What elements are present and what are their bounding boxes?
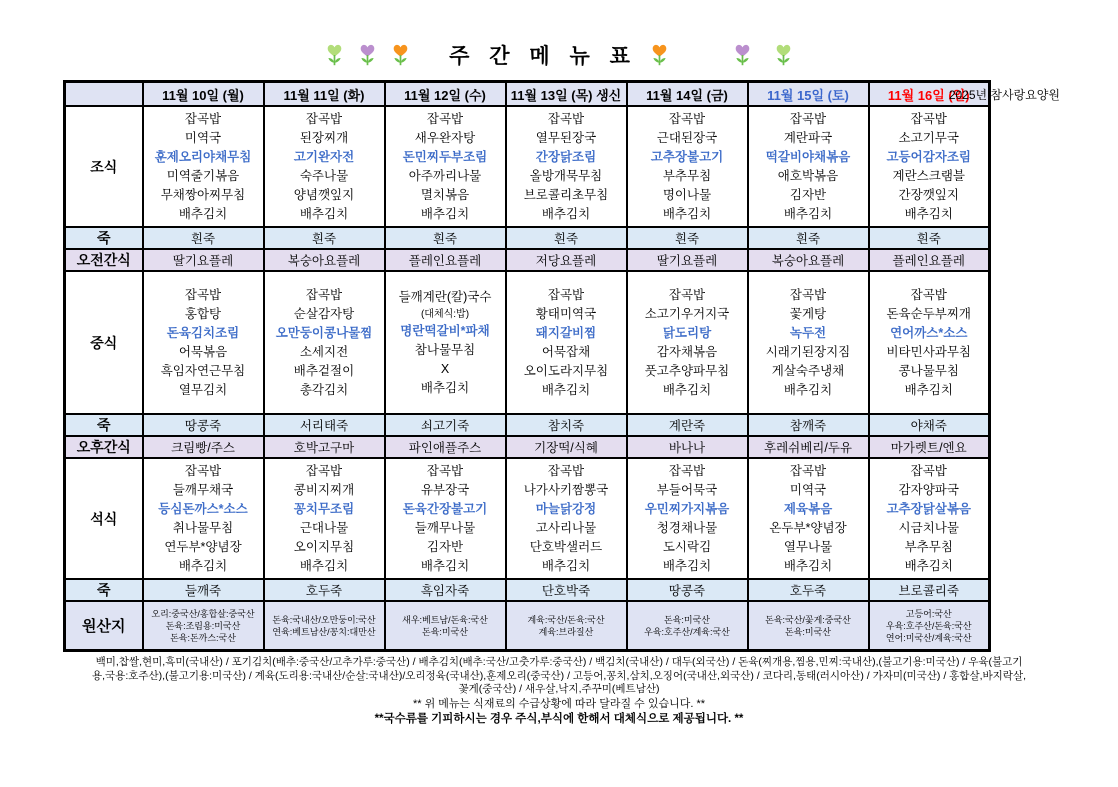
menu-item: 온두부*양념장 xyxy=(769,520,847,535)
snack-cell: 복숭아요플레 xyxy=(748,249,869,271)
menu-item: 잡곡밥 xyxy=(305,111,343,126)
menu-item: 돼지갈비찜 xyxy=(535,325,597,340)
menu-item: 배추김치 xyxy=(420,380,470,395)
menu-item: 올방개묵무침 xyxy=(529,168,603,183)
row-label: 죽 xyxy=(65,414,143,436)
meal-cell xyxy=(869,458,990,579)
menu-item: 시래기된장지짐 xyxy=(765,344,851,359)
menu-item: 잡곡밥 xyxy=(789,111,827,126)
snack-cell: 후레쉬베리/두유 xyxy=(748,436,869,458)
menu-item: 콩비지찌개 xyxy=(293,482,355,497)
snack-cell: 플레인요플레 xyxy=(385,249,506,271)
origin-cell xyxy=(627,601,748,651)
menu-item: X xyxy=(440,361,450,376)
meal-cell xyxy=(627,458,748,579)
footer-origin-line: 용,국용:호주산),(불고기용:미국산) / 계육(도리용:국내산/순살:국내산)/오리정육(국내산),훈제오리(중국산) / 고등어,꽁치,삼치,오징어(국내산,외국산) / 코다리,동태(러시아산) / 가자미(미국산) / 홍합살,바지락살, xyxy=(91,669,1027,682)
flowers-right xyxy=(734,43,792,67)
porridge-cell: 호두죽 xyxy=(264,579,385,601)
origin-cell xyxy=(869,601,990,651)
snack-cell: 딸기요플레 xyxy=(143,249,264,271)
menu-item: 연어까스*소스 xyxy=(890,325,968,340)
porridge-cell: 흑임자죽 xyxy=(385,579,506,601)
menu-item: 열무나물 xyxy=(783,539,833,554)
porridge-cell: 브로콜리죽 xyxy=(869,579,990,601)
meal-cell xyxy=(748,271,869,414)
meal-cell xyxy=(385,271,506,414)
menu-item: 고기완자전 xyxy=(293,149,355,164)
origin-cell xyxy=(385,601,506,651)
menu-item: 배추김치 xyxy=(904,558,953,573)
page-title: 주 간 메 뉴 표 xyxy=(449,45,637,68)
origin-line: 고등어:국산 xyxy=(905,608,952,619)
menu-item: 배추김치 xyxy=(662,382,712,397)
menu-item: 들깨무채국 xyxy=(172,482,234,497)
menu-item: 브로콜리초무침 xyxy=(523,187,609,202)
menu-item: 배추김치 xyxy=(420,206,470,221)
menu-item: 고추장닭살볶음 xyxy=(886,501,972,516)
origin-line: 돈육:돈까스:국산 xyxy=(170,632,236,643)
menu-item: 비타민사과무침 xyxy=(886,344,972,359)
menu-item: 풋고추양파무침 xyxy=(644,363,730,378)
day-header: 11월 16일 (일) xyxy=(869,82,990,107)
menu-item: 열무된장국 xyxy=(535,130,597,145)
menu-item: 김자반 xyxy=(789,187,827,202)
menu-item: 배추김치 xyxy=(783,382,833,397)
porridge-cell: 흰죽 xyxy=(869,227,990,249)
menu-item: 잡곡밥 xyxy=(426,463,464,478)
menu-item: 배추김치 xyxy=(904,382,953,397)
menu-item: 잡곡밥 xyxy=(547,287,585,302)
day-header: 11월 11일 (화) xyxy=(264,82,385,107)
menu-item: 소세지전 xyxy=(299,344,349,359)
row-label: 오후간식 xyxy=(65,436,143,458)
porridge-cell: 쇠고기죽 xyxy=(385,414,506,436)
menu-item: 계란스크램블 xyxy=(892,168,965,183)
green-flower-icon xyxy=(775,43,792,67)
footer-note: ** 위 메뉴는 식재료의 수급상황에 따라 달라질 수 있습니다. ** xyxy=(412,697,706,710)
menu-item: 오만둥이콩나물찜 xyxy=(275,325,373,340)
menu-item: 부들어묵국 xyxy=(656,482,718,497)
menu-item: 김자반 xyxy=(426,539,464,554)
org-name: 2025년 참사랑요양원 xyxy=(948,88,1060,102)
menu-item: 부추무침 xyxy=(662,168,712,183)
origin-line: 돈육:미국산 xyxy=(664,614,710,625)
meal-cell xyxy=(627,271,748,414)
menu-item: 잡곡밥 xyxy=(184,111,222,126)
menu-item: 새우완자탕 xyxy=(414,130,476,145)
menu-item: 마늘닭강정 xyxy=(535,501,597,516)
menu-item: 무채짱아찌무침 xyxy=(160,187,246,202)
menu-item: 연두부*양념장 xyxy=(164,539,242,554)
menu-item: 잡곡밥 xyxy=(305,463,343,478)
snack-cell: 저당요플레 xyxy=(506,249,627,271)
menu-item: 근대된장국 xyxy=(656,130,718,145)
snack-cell: 호박고구마 xyxy=(264,436,385,458)
flowers-after-title xyxy=(651,43,668,67)
menu-item: 잡곡밥 xyxy=(910,287,947,302)
porridge-cell: 호두죽 xyxy=(748,579,869,601)
footer xyxy=(0,656,1118,727)
origin-line: 돈육:조림용:미국산 xyxy=(165,620,241,631)
menu-item: 돈육간장불고기 xyxy=(402,501,488,516)
row-label: 죽 xyxy=(65,227,143,249)
orange-flower-icon xyxy=(392,43,409,67)
porridge-cell: 야채죽 xyxy=(869,414,990,436)
snack-cell: 크림빵/주스 xyxy=(143,436,264,458)
origin-line: 연어:미국산/계육:국산 xyxy=(885,632,972,643)
menu-item: 나가사키짬뽕국 xyxy=(523,482,609,497)
day-header: 11월 14일 (금) xyxy=(627,82,748,107)
meal-cell xyxy=(385,458,506,579)
menu-item: 배추김치 xyxy=(420,558,470,573)
menu-item: 잡곡밥 xyxy=(789,463,827,478)
origin-line: 우육:호주산/돈육:국산 xyxy=(885,620,972,631)
origin-line: 오리:중국산/홍합살:중국산 xyxy=(151,608,255,619)
orange-flower-icon xyxy=(651,43,668,67)
menu-item: 황태미역국 xyxy=(535,306,597,321)
menu-item: 배추김치 xyxy=(904,206,953,221)
menu-item: 멸치볶음 xyxy=(420,187,470,202)
menu-item: 잡곡밥 xyxy=(426,111,464,126)
snack-cell: 마가렛트/엔요 xyxy=(869,436,990,458)
menu-item: 잡곡밥 xyxy=(668,463,706,478)
menu-item: 시금치나물 xyxy=(898,520,959,535)
origin-line: 계육:브라질산 xyxy=(538,626,594,637)
day-header: 11월 15일 (토) xyxy=(748,82,869,107)
origin-cell xyxy=(748,601,869,651)
menu-item: 단호박샐러드 xyxy=(529,539,603,554)
porridge-cell: 참깨죽 xyxy=(748,414,869,436)
origin-cell xyxy=(506,601,627,651)
origin-line: 돈육:국내산/오만둥이:국산 xyxy=(272,614,376,625)
menu-item: 배추김치 xyxy=(178,206,228,221)
porridge-cell: 들깨죽 xyxy=(143,579,264,601)
meal-cell xyxy=(385,106,506,227)
meal-cell xyxy=(264,106,385,227)
menu-item: 어묵볶음 xyxy=(178,344,228,359)
title-bar xyxy=(0,0,1118,70)
menu-item: 간장깻잎지 xyxy=(898,187,959,202)
menu-item: 유부장국 xyxy=(420,482,470,497)
menu-item: 미역줄기볶음 xyxy=(166,168,240,183)
menu-item: 잡곡밥 xyxy=(305,287,343,302)
menu-item: 도시락김 xyxy=(662,539,712,554)
origin-line: 새우:베트남/돈육:국산 xyxy=(402,614,488,625)
porridge-cell: 땅콩죽 xyxy=(627,579,748,601)
menu-item: 잡곡밥 xyxy=(184,463,222,478)
menu-item: 양념깻잎지 xyxy=(293,187,355,202)
menu-item: 된장찌개 xyxy=(299,130,349,145)
porridge-cell: 땅콩죽 xyxy=(143,414,264,436)
menu-item: 근대나물 xyxy=(299,520,349,535)
snack-cell: 딸기요플레 xyxy=(627,249,748,271)
menu-item: 돈육순두부찌개 xyxy=(886,306,972,321)
footer-notes xyxy=(0,697,1118,727)
footer-origin-line: 백미,찹쌀,현미,흑미(국내산) / 포기김치(배추:중국산/고추가루:중국산) / 배추김치(배추:국산/고춧가루:중국산) / 백김치(국내산) / 대두(외국산) / 돈육(찌개용,찜용,민찌:국내산),(불고기용:미국산) / 우육(불고기 xyxy=(95,656,1023,668)
snack-cell: 기장떡/식혜 xyxy=(506,436,627,458)
menu-item: 참나물무침 xyxy=(414,342,476,357)
menu-table-body xyxy=(65,82,990,651)
menu-item: 잡곡밥 xyxy=(547,111,585,126)
menu-item: 잡곡밥 xyxy=(789,287,827,302)
meal-cell xyxy=(143,106,264,227)
porridge-cell: 흰죽 xyxy=(506,227,627,249)
menu-item: 열무김치 xyxy=(178,382,228,397)
menu-item: 배추김치 xyxy=(541,558,591,573)
menu-item: 오이도라지무침 xyxy=(523,363,609,378)
menu-item: 배추김치 xyxy=(541,206,591,221)
meal-cell xyxy=(143,458,264,579)
menu-item: 꽁치무조림 xyxy=(293,501,355,516)
menu-item: 등심돈까스*소스 xyxy=(158,501,248,516)
menu-item: 청경채나물 xyxy=(656,520,718,535)
origin-cell xyxy=(264,601,385,651)
menu-item: 배추김치 xyxy=(541,382,591,397)
meal-cell xyxy=(748,458,869,579)
meal-cell xyxy=(143,271,264,414)
menu-item: 우민찌가지볶음 xyxy=(644,501,730,516)
menu-item: 잡곡밥 xyxy=(668,111,706,126)
menu-item: 홍합탕 xyxy=(184,306,222,321)
green-flower-icon xyxy=(326,43,343,67)
menu-item: 들깨무나물 xyxy=(414,520,476,535)
row-label: 중식 xyxy=(65,271,143,414)
origin-line: 우육:호주산/계육:국산 xyxy=(644,626,730,637)
origin-line: 연육:베트남산/꽁치:대만산 xyxy=(272,626,376,637)
menu-item: 감자양파국 xyxy=(898,482,959,497)
menu-item: 들깨계란(칼)국수 xyxy=(398,289,492,304)
origin-line: 돈육:미국산 xyxy=(785,626,831,637)
menu-item: 배추김치 xyxy=(662,206,712,221)
meal-cell xyxy=(627,106,748,227)
origin-cell xyxy=(143,601,264,651)
menu-item: 부추무침 xyxy=(904,539,953,554)
menu-item: 취나물무침 xyxy=(172,520,234,535)
menu-item: 총각김치 xyxy=(299,382,349,397)
meal-cell xyxy=(264,271,385,414)
origin-line: 돈육:미국산 xyxy=(422,626,468,637)
porridge-cell: 흰죽 xyxy=(264,227,385,249)
purple-flower-icon xyxy=(734,43,751,67)
meal-cell xyxy=(506,106,627,227)
menu-item: 고등어감자조림 xyxy=(886,149,972,164)
menu-item: 아주까리나물 xyxy=(408,168,482,183)
meal-cell xyxy=(506,458,627,579)
porridge-cell: 단호박죽 xyxy=(506,579,627,601)
origin-line: 돈육:국산/꽃게:중국산 xyxy=(765,614,851,625)
menu-item: 돈육김치조림 xyxy=(166,325,240,340)
menu-item: 꽃게탕 xyxy=(789,306,827,321)
menu-item: 배추김치 xyxy=(299,206,349,221)
porridge-cell: 흰죽 xyxy=(748,227,869,249)
row-label: 오전간식 xyxy=(65,249,143,271)
row-label: 죽 xyxy=(65,579,143,601)
menu-item: 잡곡밥 xyxy=(910,111,947,126)
footer-origin-lines xyxy=(0,656,1118,697)
menu-item: 콩나물무침 xyxy=(898,363,959,378)
menu-item: 잡곡밥 xyxy=(547,463,585,478)
menu-item: 녹두전 xyxy=(789,325,827,340)
menu-item: 훈제오리야채무침 xyxy=(154,149,252,164)
row-label: 원산지 xyxy=(65,601,143,651)
purple-flower-icon xyxy=(359,43,376,67)
menu-item: 명이나물 xyxy=(662,187,712,202)
menu-item: 떡갈비야채볶음 xyxy=(765,149,851,164)
menu-item: 배추김치 xyxy=(299,558,349,573)
menu-item: 소고기무국 xyxy=(898,130,959,145)
menu-item: 돈민찌두부조림 xyxy=(402,149,488,164)
menu-item: 소고기우거지국 xyxy=(644,306,730,321)
menu-item: 게살숙주냉채 xyxy=(771,363,845,378)
menu-item: 배추김치 xyxy=(178,558,228,573)
menu-item: 배추김치 xyxy=(662,558,712,573)
day-header: 11월 12일 (수) xyxy=(385,82,506,107)
menu-item: 잡곡밥 xyxy=(668,287,706,302)
footer-origin-line: 꽃게(중국산) / 새우살,낙지,주꾸미(베트남산) xyxy=(458,683,660,695)
menu-item: 어묵잡채 xyxy=(541,344,591,359)
snack-cell: 복숭아요플레 xyxy=(264,249,385,271)
row-label: 석식 xyxy=(65,458,143,579)
day-header: 11월 10일 (월) xyxy=(143,82,264,107)
menu-item: 간장닭조림 xyxy=(535,149,597,164)
snack-cell: 파인애플주스 xyxy=(385,436,506,458)
origin-line: 계육:국산/돈육:국산 xyxy=(527,614,605,625)
menu-item: 배추겉절이 xyxy=(293,363,355,378)
day-header: 11월 13일 (목) 생신 xyxy=(506,82,627,107)
corner-cell xyxy=(65,82,143,107)
menu-item: 명란떡갈비*파채 xyxy=(400,323,490,338)
porridge-cell: 계란죽 xyxy=(627,414,748,436)
flowers-left xyxy=(326,43,409,67)
menu-item: 순살감자탕 xyxy=(293,306,355,321)
menu-item: 계란파국 xyxy=(783,130,833,145)
menu-item: 고추장불고기 xyxy=(650,149,724,164)
meal-cell xyxy=(869,271,990,414)
meal-cell xyxy=(506,271,627,414)
menu-item: 미역국 xyxy=(184,130,222,145)
menu-item: 잡곡밥 xyxy=(910,463,947,478)
menu-item: 미역국 xyxy=(789,482,827,497)
footer-note: **국수류를 기피하시는 경우 주식,부식에 한해서 대체식으로 제공됩니다. ** xyxy=(374,712,744,725)
menu-table xyxy=(63,80,991,652)
menu-item: 감자채볶음 xyxy=(656,344,718,359)
menu-item: 제육볶음 xyxy=(783,501,833,516)
menu-item: 배추김치 xyxy=(783,206,833,221)
menu-item: 흑임자연근무침 xyxy=(160,363,246,378)
menu-item: 배추김치 xyxy=(783,558,833,573)
menu-item: 잡곡밥 xyxy=(184,287,222,302)
porridge-cell: 흰죽 xyxy=(627,227,748,249)
porridge-cell: 흰죽 xyxy=(385,227,506,249)
menu-item: (대체식:밥) xyxy=(420,308,470,320)
porridge-cell: 흰죽 xyxy=(143,227,264,249)
meal-cell xyxy=(869,106,990,227)
row-label: 조식 xyxy=(65,106,143,227)
snack-cell: 플레인요플레 xyxy=(869,249,990,271)
meal-cell xyxy=(748,106,869,227)
menu-item: 오이지무침 xyxy=(293,539,355,554)
porridge-cell: 참치죽 xyxy=(506,414,627,436)
menu-item: 닭도리탕 xyxy=(662,325,712,340)
menu-item: 고사리나물 xyxy=(535,520,597,535)
menu-item: 숙주나물 xyxy=(299,168,349,183)
menu-item: 애호박볶음 xyxy=(777,168,839,183)
snack-cell: 바나나 xyxy=(627,436,748,458)
meal-cell xyxy=(264,458,385,579)
porridge-cell: 서리태죽 xyxy=(264,414,385,436)
